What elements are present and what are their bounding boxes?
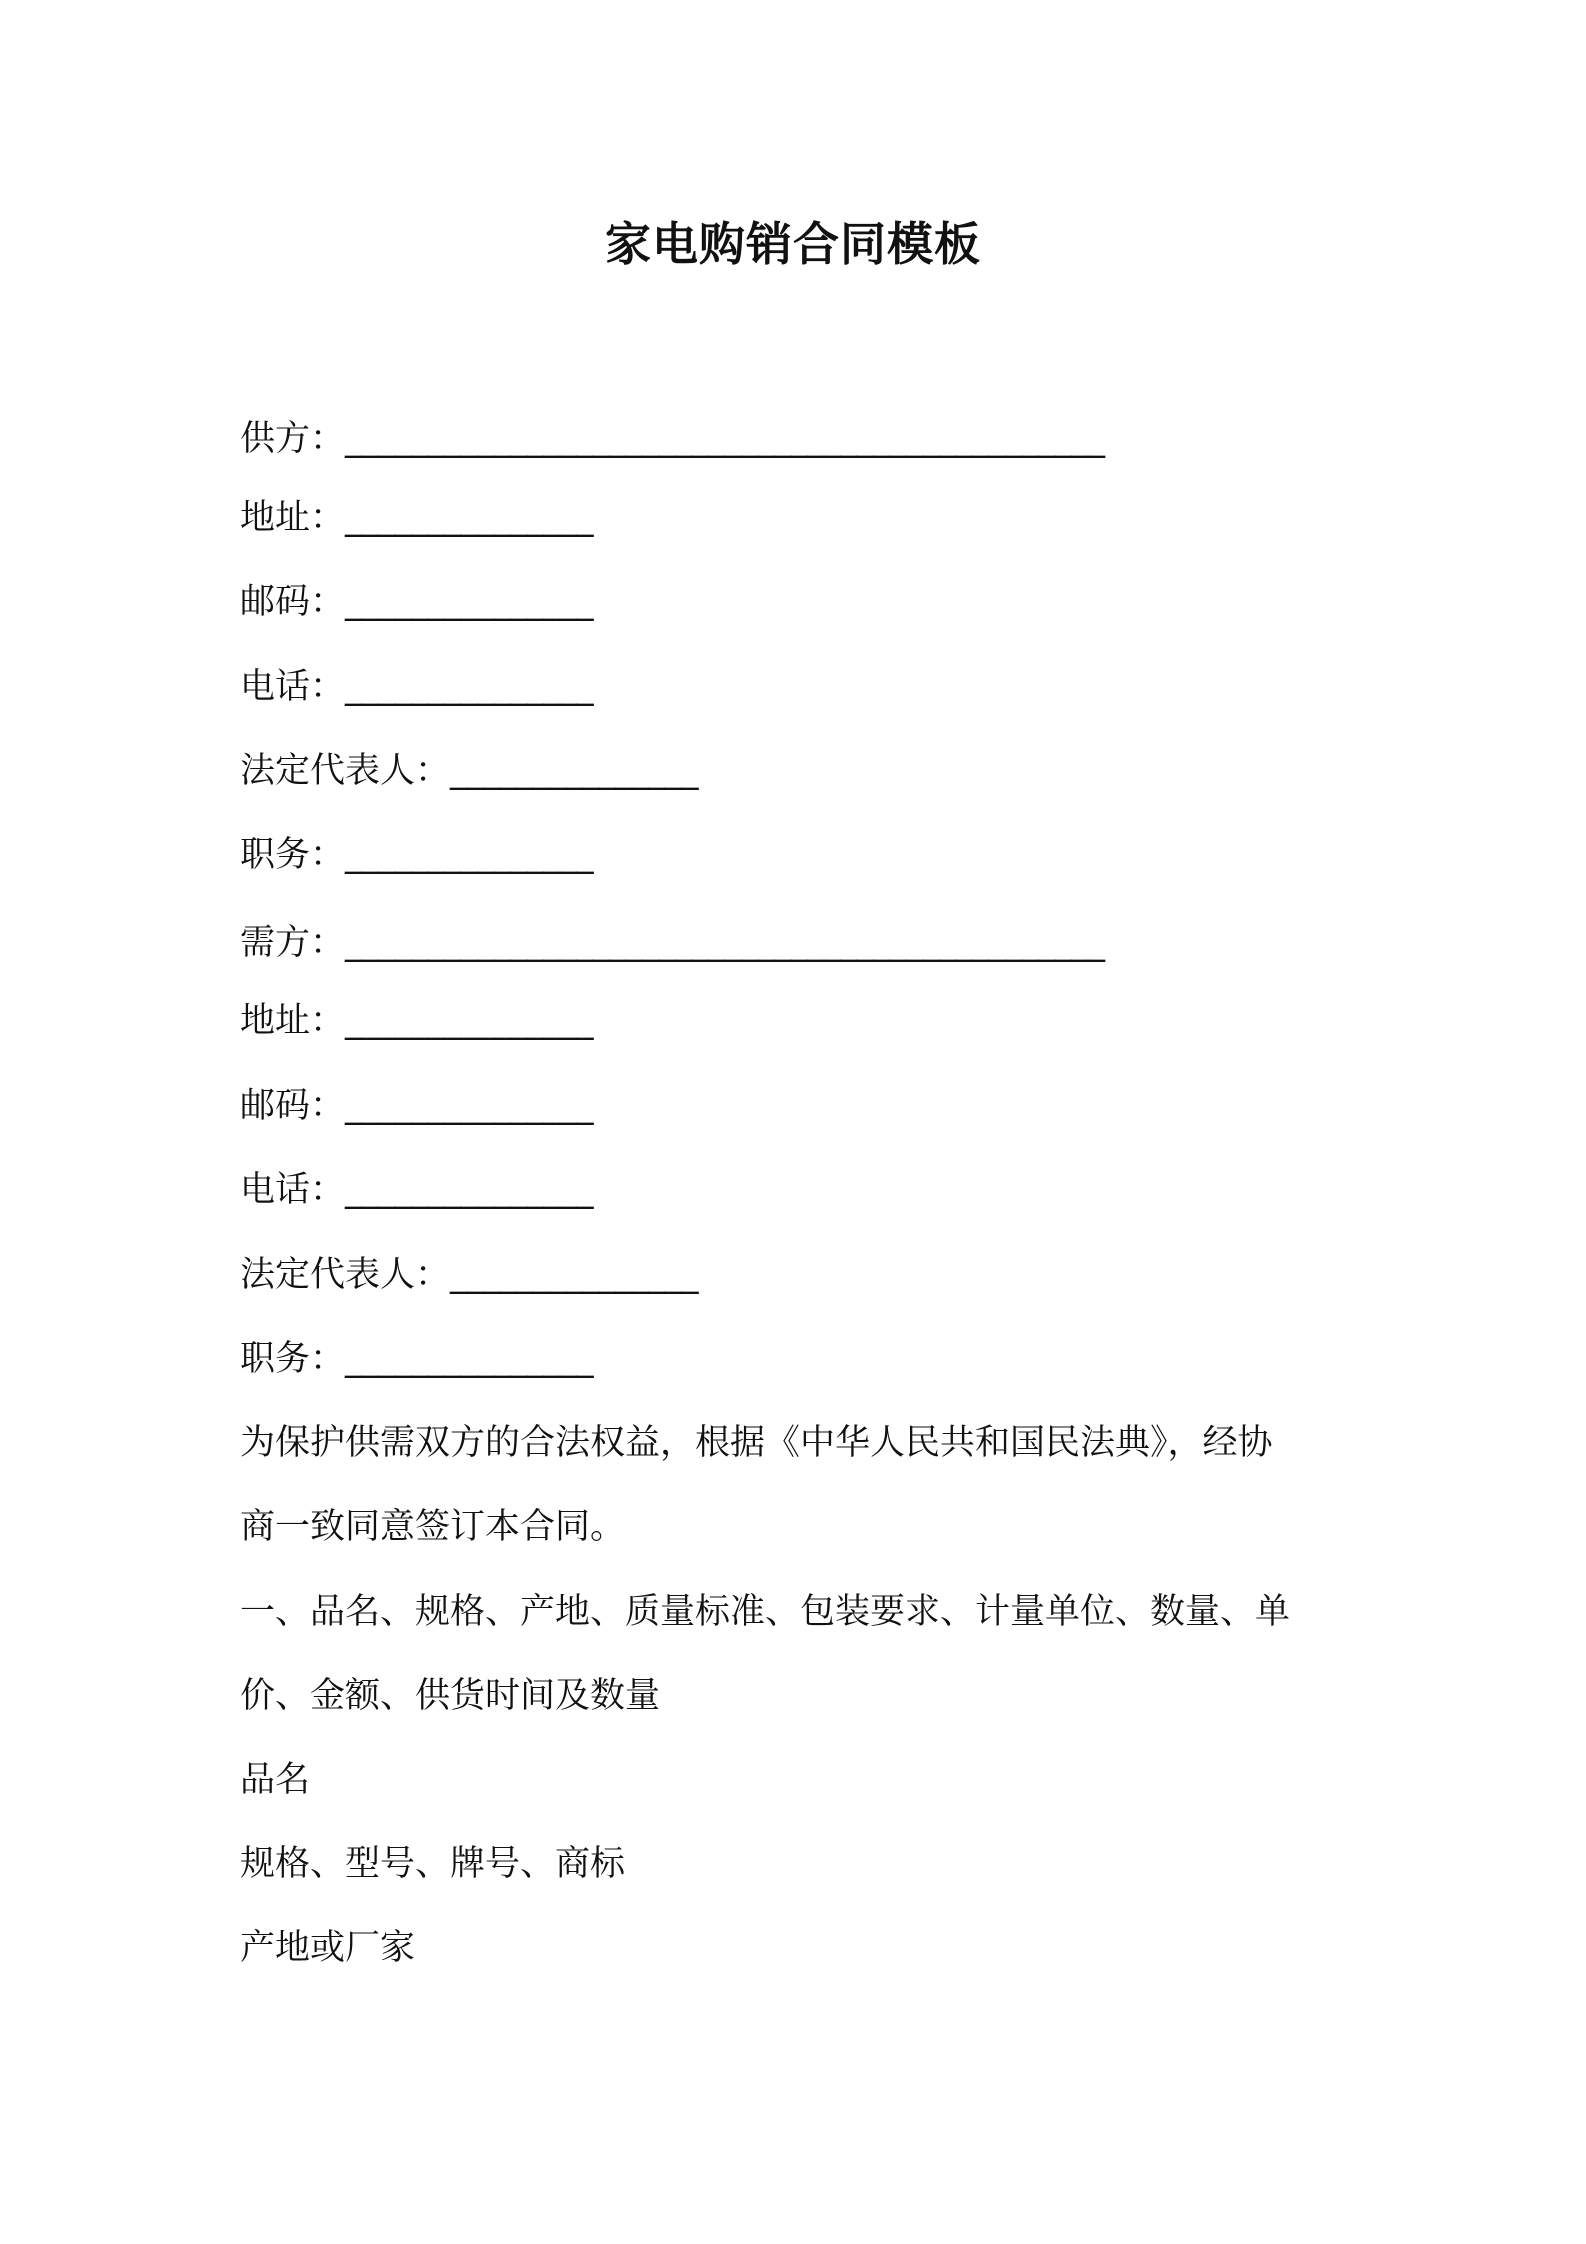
buyer-legal-rep-label: 法定代表人： bbox=[240, 1255, 451, 1295]
supplier-legal-rep-label: 法定代表人： bbox=[240, 751, 451, 791]
supplier-position-blank[interactable]: _______________ bbox=[345, 835, 593, 875]
supplier-postcode-blank[interactable]: _______________ bbox=[345, 582, 593, 622]
buyer-party-blank[interactable]: ______________________________________________ bbox=[345, 923, 1105, 963]
supplier-postcode-line bbox=[240, 577, 593, 627]
supplier-legal-rep-blank[interactable]: _______________ bbox=[450, 751, 698, 791]
item-origin-label: 产地或厂家 bbox=[240, 1928, 416, 1968]
supplier-phone-line bbox=[240, 662, 593, 712]
buyer-position-blank[interactable]: _______________ bbox=[345, 1339, 593, 1379]
buyer-phone-label: 电话： bbox=[240, 1170, 346, 1210]
supplier-party-label: 供方： bbox=[240, 419, 346, 459]
buyer-postcode-blank[interactable]: _______________ bbox=[345, 1086, 593, 1126]
supplier-phone-blank[interactable]: _______________ bbox=[345, 667, 593, 707]
buyer-party-line bbox=[240, 918, 1104, 968]
supplier-address-blank[interactable]: _______________ bbox=[345, 498, 593, 538]
buyer-legal-rep-line bbox=[240, 1250, 698, 1300]
document-title: 家电购销合同模板 bbox=[605, 217, 981, 271]
supplier-legal-rep-line bbox=[240, 746, 698, 796]
buyer-position-label: 职务： bbox=[240, 1339, 346, 1379]
preamble-line-2: 商一致同意签订本合同。 bbox=[240, 1507, 626, 1547]
supplier-position-line bbox=[240, 830, 593, 880]
supplier-address-line bbox=[240, 493, 593, 543]
buyer-postcode-label: 邮码： bbox=[240, 1086, 346, 1126]
item-name-label: 品名 bbox=[240, 1760, 311, 1800]
supplier-position-label: 职务： bbox=[240, 835, 346, 875]
buyer-phone-line bbox=[240, 1165, 593, 1215]
preamble-line-1: 为保护供需双方的合法权益，根据《中华人民共和国民法典》，经协 bbox=[240, 1423, 1273, 1463]
supplier-party-line bbox=[240, 414, 1104, 464]
buyer-postcode-line bbox=[240, 1081, 593, 1131]
item-spec-label: 规格、型号、牌号、商标 bbox=[240, 1844, 626, 1884]
supplier-party-blank[interactable]: ______________________________________________ bbox=[345, 419, 1105, 459]
buyer-address-label: 地址： bbox=[240, 1001, 346, 1041]
buyer-legal-rep-blank[interactable]: _______________ bbox=[450, 1255, 698, 1295]
supplier-postcode-label: 邮码： bbox=[240, 582, 346, 622]
buyer-phone-blank[interactable]: _______________ bbox=[345, 1170, 593, 1210]
buyer-address-blank[interactable]: _______________ bbox=[345, 1001, 593, 1041]
supplier-address-label: 地址： bbox=[240, 498, 346, 538]
buyer-party-label: 需方： bbox=[240, 923, 346, 963]
buyer-position-line bbox=[240, 1334, 593, 1384]
supplier-phone-label: 电话： bbox=[240, 667, 346, 707]
clause-1-heading-line-1: 一、品名、规格、产地、质量标准、包装要求、计量单位、数量、单 bbox=[240, 1592, 1291, 1632]
clause-1-heading-line-2: 价、金额、供货时间及数量 bbox=[240, 1676, 661, 1716]
buyer-address-line bbox=[240, 996, 593, 1046]
